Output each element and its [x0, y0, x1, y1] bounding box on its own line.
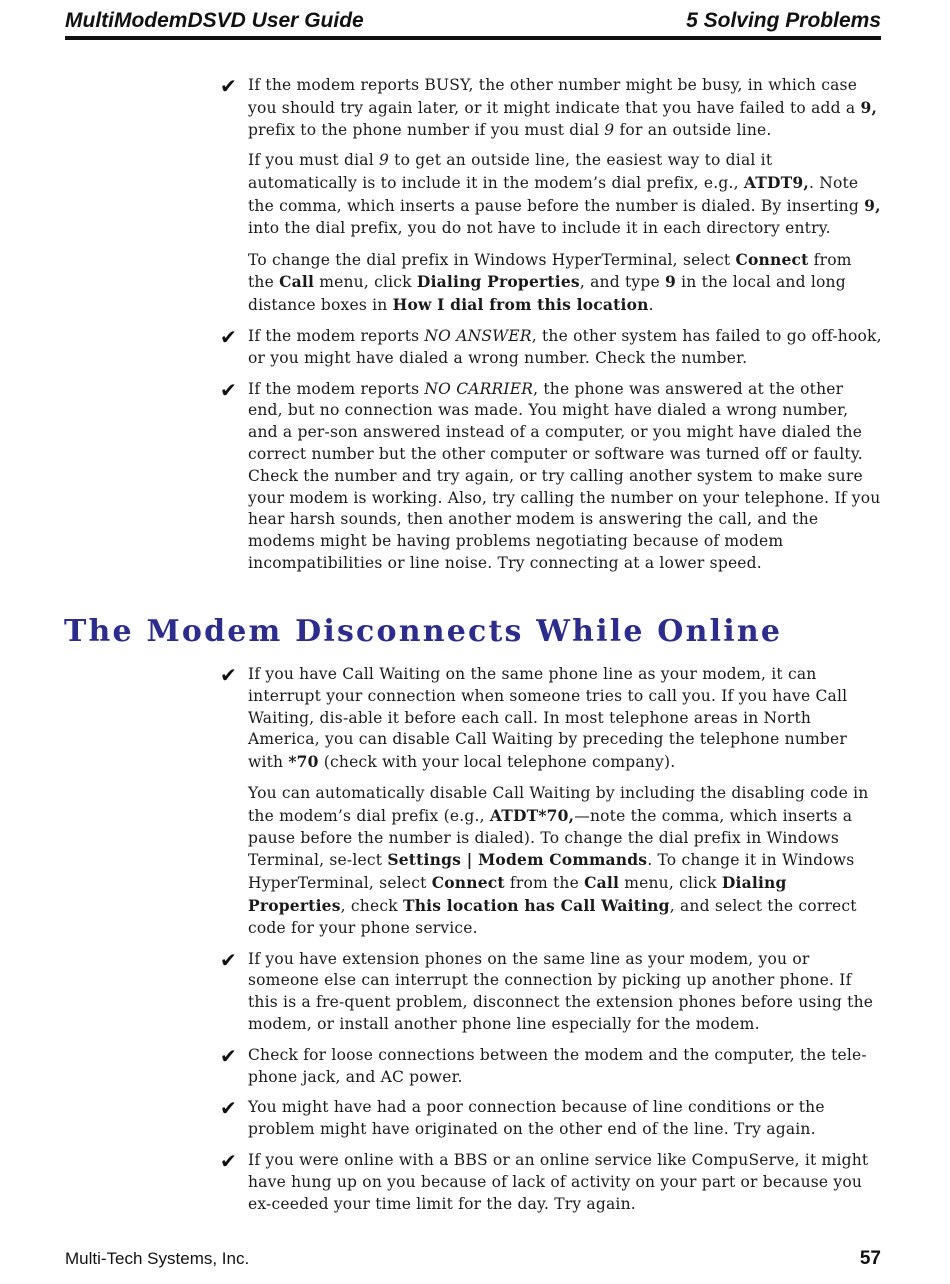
check-mark-icon: ✔	[220, 1096, 237, 1121]
no-answer-paragraph: If the modem reports NO ANSWER, the other system has failed to go off-hook, or you might have dialed a wrong number. Check the number.	[248, 326, 882, 367]
dial-prefix-paragraph: If you must dial 9 to get an outside line, the easiest way to dial it automatically is to include it in the modem’s dial prefix, e.g., ATDT9,. Note the comma, which inserts a pause before the number is dialed. By inserting 9, into the dial prefix, you do not have to include it in each directory entry.	[248, 151, 881, 237]
list-item-no-answer	[220, 326, 882, 370]
list-item-online-service	[220, 1150, 882, 1215]
list-item-loose-connections	[220, 1045, 882, 1089]
check-mark-icon: ✔	[220, 1043, 237, 1068]
check-mark-icon: ✔	[220, 947, 237, 972]
loose-connections-paragraph: Check for loose connections between the modem and the computer, the tele-phone jack, and AC power.	[248, 1045, 867, 1086]
no-carrier-paragraph: If the modem reports NO CARRIER, the phone was answered at the other end, but no connection was made. You might have dialed a wrong number, and a per-son answered instead of a computer, or you might have dialed the correct number but the other computer or software was turned off or faulty. Check the number and try again, or try calling another system to make sure your modem is working. Also, try calling the number on your telephone. If you hear harsh sounds, then another modem is answering the call, and the modems might be having problems negotiating because of modem incompatibilities or line noise. Try connecting at a lower speed.	[248, 379, 881, 572]
troubleshooting-list-busy	[220, 75, 882, 584]
call-waiting-paragraph: If you have Call Waiting on the same phone line as your modem, it can interrupt your connection when someone tries to call you. If you have Call Waiting, dis-able it before each call. In most telephone areas in North America, you can disable Call Waiting by preceding the telephone number with *70 (check with your local telephone company).	[248, 665, 848, 772]
page-number: 57	[859, 1248, 881, 1269]
section-heading: The Modem Disconnects While Online	[64, 614, 783, 649]
online-service-paragraph: If you were online with a BBS or an online service like CompuServe, it might have hung up on you because of lack of activity on your part or because you ex-ceeded your time limit for the day. Try again.	[248, 1150, 869, 1213]
check-mark-icon: ✔	[220, 1148, 237, 1173]
disable-call-waiting-paragraph: You can automatically disable Call Waiting by including the disabling code in the modem’s dial prefix (e.g., ATDT*70,—note the comma, which inserts a pause before the number is dialed). To change the dial prefix in Windows Terminal, se-lect Settings | Modem Commands. To change it in Windows HyperTerminal, select Connect from the Call menu, click Dialing Properties, check This location has Call Waiting, and select the correct code for your phone service.	[248, 783, 869, 937]
company-name: Multi-Tech Systems, Inc.	[65, 1249, 250, 1268]
list-item-busy	[220, 75, 882, 317]
check-mark-icon: ✔	[220, 74, 237, 98]
busy-paragraph: If the modem reports BUSY, the other number might be busy, in which case you should try again later, or it might indicate that you have failed to add a 9, prefix to the phone number if you must dial 9 for an outside line.	[248, 76, 878, 139]
list-item-poor-connection	[220, 1097, 882, 1141]
troubleshooting-list-disconnects	[220, 664, 882, 1224]
page-header	[65, 6, 881, 40]
page-footer	[65, 1248, 881, 1270]
list-item-extension-phones	[220, 949, 882, 1036]
chapter-title: 5 Solving Problems	[686, 9, 881, 32]
check-mark-icon: ✔	[220, 377, 237, 402]
list-item-call-waiting	[220, 664, 882, 940]
hyperterminal-paragraph: To change the dial prefix in Windows HyperTerminal, select Connect from the Call menu, click Dialing Properties, and type 9 in the local and long distance boxes in How I dial from this location.	[248, 249, 852, 315]
check-mark-icon: ✔	[220, 324, 237, 349]
check-mark-icon: ✔	[220, 663, 237, 687]
guide-title: MultiModemDSVD User Guide	[65, 9, 364, 32]
poor-connection-paragraph: You might have had a poor connection because of line conditions or the problem might have originated on the other end of the line. Try again.	[248, 1098, 825, 1139]
list-item-no-carrier	[220, 379, 882, 575]
extension-phones-paragraph: If you have extension phones on the same line as your modem, you or someone else can interrupt the connection by picking up another phone. If this is a fre-quent problem, disconnect the extension phones before using the modem, or install another phone line especially for the modem.	[248, 949, 874, 1033]
